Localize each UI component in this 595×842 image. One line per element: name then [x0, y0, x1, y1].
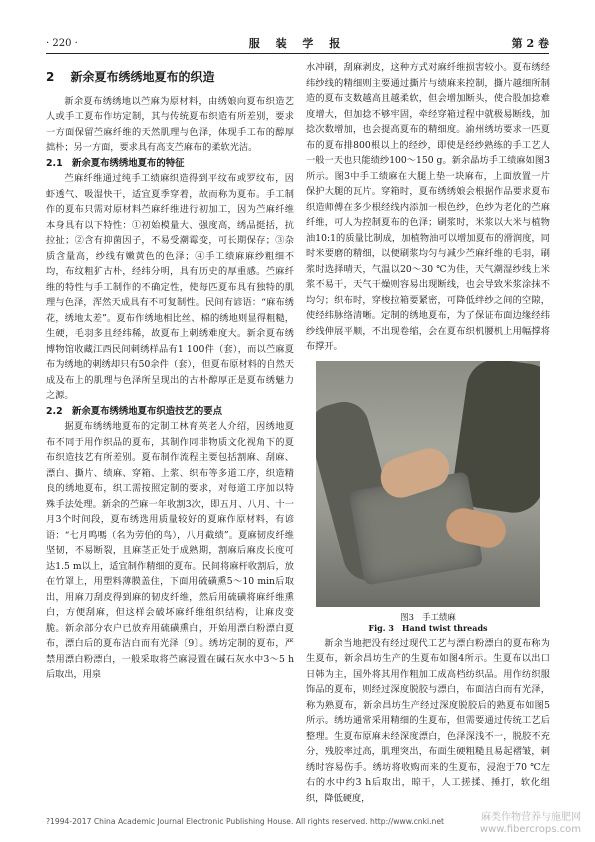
paragraph: 据夏布绣绣地夏布的定制工林育英老人介绍，因绣地夏布不同于用作织品的夏布，其制作同非物质文化视角下的夏布织造技艺有所差别。夏布制作流程主要包括割麻、刮麻、漂白、撕片、绩麻、穿箱、上浆、织布等多道工序，织造精良的绣地夏布，织工需按照定制的要求，对每道工序加以特殊手法处理。新余的苎麻一年收割3次，即五月、八月、十一月3个时间段，夏布绣选用质量较好的夏麻作原材料，有谚语：“七月鸣嗎（名为劳伯的鸟），八月截绩”。夏麻韧皮纤维坚韧，不易断裂，且麻茎正处于成熟期，割麻后麻皮长度可达1.5 m以上，适宜制作精细的夏布。民间将麻杆收割后，放在竹罩上，用塑料薄膜盖住，下面用硫磺熏5～10 min后取出，用麻刀刮皮得到麻的韧皮纤维，然后用硫磺将麻纤维熏白，方便刮麻，但这样会破坏麻纤维组织结构，让麻皮变脆。新余部分农户已放弃用硫磺熏白，开始用漂白粉漂白夏布，漂白后的夏布洁白而有光泽〔9〕。绣坊定制的夏布，严禁用漂白粉漂白，一般采取将苎麻浸置在碱石灰水中3～5 h后取出，用泉: [46, 421, 294, 680]
running-header: [46, 34, 549, 52]
site-watermark: 麻类作物营养与施肥网 www.fibercrops.com: [479, 812, 581, 835]
section-heading: [46, 70, 294, 86]
paragraph: 新余夏布绣绣地以苎麻为原材料，由绣娘向夏布织造艺人或手工夏布作坊定制，其与传统夏布织造有所差别，要求一方面保留苎麻纤维的天然肌理与色泽，体现手工布的醇厚拙朴；另一方面，要求具有高支苎麻布的柔软光洁。: [46, 95, 294, 153]
volume-label: 第 2 卷: [511, 37, 549, 50]
paragraph: 新余当地把没有经过现代工艺与漂白粉漂白的夏布称为生夏布，新余昌坊生产的生夏布如图4所示。生夏布以出口日韩为主，国外将其用作粗加工成高档纺织品。用作纺织服饰品的夏布，则经过深度脱胶与漂白，布面洁白而有光泽，称为熟夏布，新余昌坊生产经过深度脱胶后的熟夏布如图5所示。绣坊通常采用精细的生夏布，但需要通过传统工艺后整理。生夏布原麻未经深度漂白，色泽深浅不一，脱胶不充分，残胶率过高，肌理突出，布面生硬粗糙且易起褶皱，刺绣时容易伤手。绣坊将收购而来的生夏布，浸泡于70 ℃左右的水中约3 h后取出，晾干，人工搓揉、捶打，软化组织，降低硬度，: [306, 637, 550, 804]
subsection-heading: 2.1 新余夏布绣绣地夏布的特征: [46, 157, 185, 169]
paragraph: 苎麻纤维通过纯手工绩麻织造得到平纹布或罗纹布，因虾透气、吸湿快干，适宜夏季穿着，故而称为夏布。手工制作的夏布只需对原材料苎麻纤维进行初加工，因为苎麻纤维本身具有以下特性：①初始模量大、强度高，绣品挺括，抗拉扯；②含有抑菌因子，不易受潮霉变，可长期保存；③杂质含量高，纱线有嫩黄色的色泽；④手工绩麻麻纱粗细不均，布纹粗犷古朴，经纬分明，具有历史的厚重感。苎麻纤维的特性与手工制作的不确定性，使每匹夏布具有独特的肌理与色泽，浑然天成具有不可复制性。民间有谚语：“麻布绣花，绣地太差”。夏布作绣地相比丝、棉的绣地则显得粗糙，生硬，毛羽多且经纬稀，故夏布上刺绣难度大。新余夏布绣博物馆收藏江西民间刺绣样品有1 100件（套），而以苎麻夏布为绣地的刺绣却只有50余件（套），但夏布原材料的自然天成及布上的肌理与色泽所呈现出的古朴醇厚正是夏布绣魅力之源。: [46, 173, 294, 401]
right-column: [306, 60, 550, 806]
section-number: 2: [46, 70, 55, 84]
copyright-footer: ?1994-2017 China Academic Journal Electronic Publishing House. All rights reserved. http://www.cnki.net: [46, 817, 445, 826]
journal-title: 服 装 学 报: [248, 37, 347, 50]
section-title: 新余夏布绣绣地夏布的织造: [70, 70, 215, 84]
page-number: · 220 ·: [46, 37, 78, 49]
subsection-heading: 2.2 新余夏布绣绣地夏布织造技艺的要点: [46, 405, 222, 417]
figure-caption-cn: 图3 手工绩麻: [400, 611, 456, 622]
left-column: [46, 60, 294, 683]
header-rule: [46, 53, 549, 54]
hand-twisting-photo: [316, 361, 540, 607]
paragraph: 水冲刷，刮麻剥皮，这种方式对麻纤维损害较小。夏布绣经纬纱线的精细则主要通过撕片与绩麻来控制，撕片越细所制造的夏布支数越高且越柔软，但会增加断头，使合股加捻难度增大，但加捻不够牢固，牵经穿箱过程中就极易断线，加捻次数增加，也会提高夏布的精细度。渝州绣坊要求一匹夏布的夏布排800根以上的经纱，即使是经纱熟练的手工艺人一般一天也只能绩纱100～150 g。新余晶坊手工绩麻如图3所示。图3中手工绩麻在大腿上垫一块麻布，上面放置一片保护大腿的瓦片。穿箱时，夏布绣绣娘会根据作品要求夏布织造师傅在多少根经线内添加一根色纱，色纱为老化的苎麻纤维，可人为控制夏布的色泽；刷浆时，米浆以大米与植物油10:1的质量比制成，加植物油可以增加夏布的滑润度，同时米要磨的精细，以便刷浆均匀与减少苎麻纤维的毛羽，刷浆时选择晴天，气温以20～30 ℃为佳，天气潮湿纱线上米浆不易干，天气干燥则容易出现断线，也会导致米浆涂抹不均匀；织布时，穿梭拉箱要紧密，可降低绊纱之间的空隙，使经纬脉络清晰。定制的绣地夏布，为了保证布面边缘经纬纱线伸展平顺，不出现卷缩，会在夏布织机腰机上用幅撑将布撑开。: [306, 62, 550, 352]
figure-caption-en: Fig. 3 Hand twist threads: [368, 622, 488, 633]
